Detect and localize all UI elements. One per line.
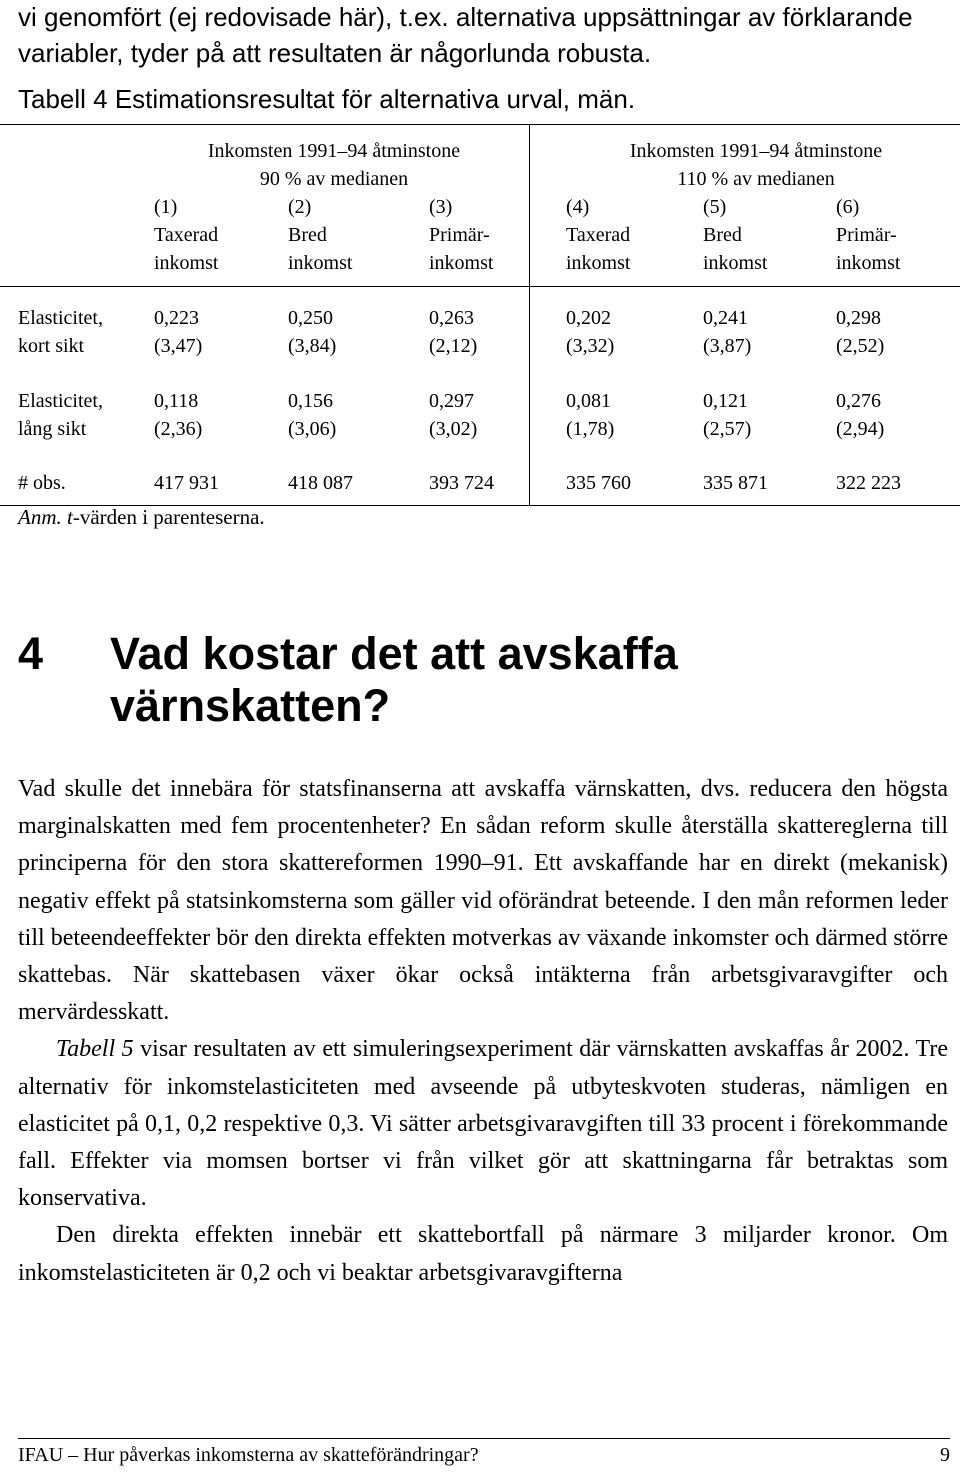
- column-header-1: [154, 193, 218, 277]
- table-cell-r1-c1: [154, 304, 202, 360]
- coefficient: 0,118: [154, 390, 199, 412]
- column-label: inkomst: [429, 252, 494, 274]
- row-label-long-run: [18, 387, 103, 443]
- t-value: (3,06): [288, 418, 337, 440]
- paragraph-1: Vad skulle det innebära för statsfinanserna att avskaffa värnskatten, dvs. reducera den högsta marginalskatten med fem procentenheter? En sådan reform skulle återställa skattereglerna till principerna för den stora skattereformen 1990–91. Ett avskaffande har en direkt (mekanisk) negativ effekt på statsinkomsterna som gäller vid oförändrat beteende. I den mån reformen leder till beteendeeffekter bör den direkta effekten motverkas av växande inkomster och därmed större skattebas. När skattebasen växer ökar också intäkterna från arbetsgivaravgifter och mervärdesskatt.: [18, 776, 948, 1026]
- table-cell-r1-c4: [566, 304, 614, 360]
- t-value: (2,57): [703, 418, 752, 440]
- t-value: (3,87): [703, 335, 752, 357]
- column-label: Bred: [288, 224, 327, 246]
- table-cell-r2-c1: [154, 387, 202, 443]
- group-header-2: [556, 137, 956, 193]
- coefficient: 0,276: [836, 390, 881, 412]
- coefficient: 0,250: [288, 307, 333, 329]
- column-header-2: [288, 193, 352, 277]
- column-label: inkomst: [566, 252, 631, 274]
- paragraph-2-text: visar resultaten av ett simuleringsexperiment där värnskatten avskaffas år 2002. Tre alternativ för inkomstelasticiteten med avseende på utbyteskvoten studeras, nämligen en elasticitet på 0,1, 0,2 respektive 0,3. Vi sätter arbetsgivaravgiften till 33 procent i förekommande fall. Effekter via momsen bortser vi från vilket gör att skattningarna får betraktas som konservativa.: [18, 1036, 948, 1212]
- table-cell-r1-c2: [288, 304, 336, 360]
- obs-value: 417 931: [154, 472, 219, 494]
- table-cell-r2-c3: [429, 387, 477, 443]
- column-label: Primär-: [429, 224, 490, 246]
- group-header-2-line-2: 110 % av medianen: [677, 168, 835, 190]
- table-note-anm: Anm.: [18, 505, 62, 529]
- row-label-line: Elasticitet,: [18, 390, 103, 412]
- column-label: inkomst: [154, 252, 219, 274]
- table-cell-r2-c4: [566, 387, 614, 443]
- table-group-divider: [529, 125, 530, 505]
- table-cell-r2-c5: [703, 387, 751, 443]
- paragraph-2: [18, 1031, 948, 1217]
- coefficient: 0,298: [836, 307, 881, 329]
- column-number: (2): [288, 196, 312, 218]
- coefficient: 0,156: [288, 390, 333, 412]
- t-value: (3,02): [429, 418, 478, 440]
- obs-value: 393 724: [429, 472, 494, 494]
- column-number: (4): [566, 196, 590, 218]
- coefficient: 0,223: [154, 307, 199, 329]
- obs-value: 322 223: [836, 472, 901, 494]
- column-label: Bred: [703, 224, 742, 246]
- table-header-rule: [0, 286, 960, 287]
- table-note-t: t: [67, 505, 73, 529]
- column-label: Taxerad: [566, 224, 631, 246]
- t-value: (3,84): [288, 335, 337, 357]
- table-cell-r1-c3: [429, 304, 477, 360]
- footer-text: IFAU – Hur påverkas inkomsterna av skatteförändringar?: [18, 1444, 479, 1466]
- table-title: Tabell 4 Estimationsresultat för alternativa urval, män.: [18, 84, 636, 114]
- column-number: (6): [836, 196, 860, 218]
- column-header-5: [703, 193, 767, 277]
- table-cell-r2-c2: [288, 387, 336, 443]
- column-label: Primär-: [836, 224, 897, 246]
- column-header-4: [566, 193, 630, 277]
- obs-label: # obs.: [18, 472, 66, 494]
- obs-value: 418 087: [288, 472, 353, 494]
- intro-line-2: variabler, tyder på att resultaten är någorlunda robusta.: [18, 38, 652, 68]
- t-value: (3,32): [566, 335, 615, 357]
- coefficient: 0,241: [703, 307, 748, 329]
- table-reference: Tabell 5: [56, 1036, 134, 1063]
- coefficient: 0,202: [566, 307, 611, 329]
- table-top-rule: [0, 124, 960, 125]
- group-header-2-line-1: Inkomsten 1991–94 åtminstone: [629, 140, 883, 162]
- table-cell-r1-c5: [703, 304, 751, 360]
- row-label-line: Elasticitet,: [18, 307, 103, 329]
- obs-value: 335 871: [703, 472, 768, 494]
- column-label: inkomst: [836, 252, 901, 274]
- footer-rule: [18, 1438, 950, 1439]
- column-label: Taxerad: [154, 224, 219, 246]
- coefficient: 0,263: [429, 307, 474, 329]
- section-title: Vad kostar det att avskaffa värnskatten?: [110, 628, 678, 731]
- column-number: (1): [154, 196, 178, 218]
- table-note-text: -värden i parenteserna.: [72, 505, 265, 529]
- row-label-line: lång sikt: [18, 418, 87, 440]
- table-note: [18, 503, 265, 531]
- column-label: inkomst: [288, 252, 353, 274]
- intro-line-1: vi genomfört (ej redovisade här), t.ex. alternativa uppsättningar av förklarande: [18, 2, 913, 32]
- column-label: inkomst: [703, 252, 768, 274]
- group-header-1-line-1: Inkomsten 1991–94 åtminstone: [207, 140, 461, 162]
- row-label-line: kort sikt: [18, 335, 85, 357]
- row-label-short-run: [18, 304, 103, 360]
- column-header-3: [429, 193, 493, 277]
- column-header-6: [836, 193, 900, 277]
- t-value: (2,52): [836, 335, 885, 357]
- table-cell-r1-c6: [836, 304, 884, 360]
- obs-value: 335 760: [566, 472, 631, 494]
- column-number: (3): [429, 196, 453, 218]
- body-text: [18, 771, 948, 1292]
- page-number: 9: [940, 1444, 950, 1466]
- coefficient: 0,081: [566, 390, 611, 412]
- t-value: (1,78): [566, 418, 615, 440]
- group-header-1: [154, 137, 514, 193]
- t-value: (2,36): [154, 418, 203, 440]
- table-cell-r2-c6: [836, 387, 884, 443]
- t-value: (2,12): [429, 335, 478, 357]
- page-footer: [18, 1444, 950, 1467]
- t-value: (3,47): [154, 335, 203, 357]
- group-header-1-line-2: 90 % av medianen: [259, 168, 409, 190]
- coefficient: 0,121: [703, 390, 748, 412]
- t-value: (2,94): [836, 418, 885, 440]
- paragraph-3: Den direkta effekten innebär ett skattebortfall på närmare 3 miljarder kronor. Om inkomstelasticiteten är 0,2 och vi beaktar arbetsgivaravgifterna: [18, 1222, 948, 1286]
- coefficient: 0,297: [429, 390, 474, 412]
- section-number: 4: [18, 628, 44, 679]
- column-number: (5): [703, 196, 727, 218]
